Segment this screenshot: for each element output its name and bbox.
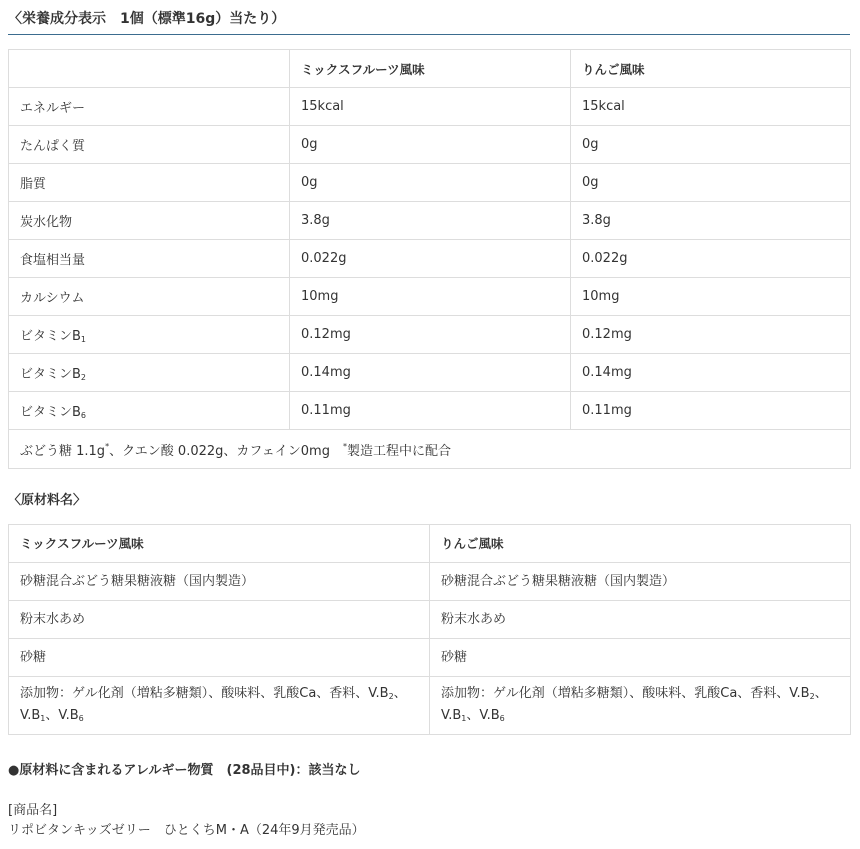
table-row <box>9 392 851 430</box>
apple-value: 0.12mg <box>571 316 851 354</box>
nutrition-heading: 〈栄養成分表示 1個（標準16g）当たり） <box>8 9 850 35</box>
additives-mix <box>9 677 430 735</box>
additives-text: V.B <box>441 707 462 723</box>
product-name: リポビタンキッズゼリー ひとくちM・A（24年9月発売品） <box>8 823 365 838</box>
mix-value: 10mg <box>290 278 571 316</box>
footnote-text-1: ぶどう糖 1.1g <box>20 443 106 459</box>
nutrient-label-text: ビタミンB <box>20 405 81 420</box>
nutrient-label <box>9 316 290 354</box>
table-row <box>9 88 851 126</box>
material-mix: 砂糖 <box>9 639 430 677</box>
additives-text: 、 <box>393 685 407 701</box>
material-mix: 粉末水あめ <box>9 601 430 639</box>
footnote-mark: * <box>105 441 110 451</box>
header-cell-empty <box>9 50 290 88</box>
mix-value: 0g <box>290 164 571 202</box>
material-apple: 粉末水あめ <box>430 601 851 639</box>
additives-text: 添加物：ゲル化剤（増粘多糖類）、酸味料、乳酸Ca、香料、V.B <box>20 685 389 701</box>
table-row <box>9 563 851 601</box>
nutrient-subscript: 1 <box>80 335 87 344</box>
mix-value: 0.12mg <box>290 316 571 354</box>
footnote-text-2: 、クエン酸 0.022g、カフェイン0mg <box>109 443 343 459</box>
table-row <box>9 164 851 202</box>
materials-heading: 〈原材料名〉 <box>8 493 87 508</box>
table-row <box>9 202 851 240</box>
header-cell-apple: りんご風味 <box>430 525 851 563</box>
additives-apple <box>430 677 851 735</box>
apple-value: 15kcal <box>571 88 851 126</box>
apple-value: 10mg <box>571 278 851 316</box>
additives-subscript: 1 <box>461 713 467 723</box>
additives-subscript: 1 <box>40 713 46 723</box>
footnote-cell <box>9 430 851 469</box>
mix-value: 0.022g <box>290 240 571 278</box>
additives-subscript: 6 <box>78 713 84 723</box>
apple-value: 0g <box>571 126 851 164</box>
header-cell-apple: りんご風味 <box>571 50 851 88</box>
material-apple: 砂糖 <box>430 639 851 677</box>
nutrition-header-row <box>9 50 851 88</box>
additives-subscript: 2 <box>809 691 815 701</box>
nutrition-table <box>8 49 851 469</box>
table-row <box>9 126 851 164</box>
footnote-row <box>9 430 851 469</box>
apple-value: 0.11mg <box>571 392 851 430</box>
table-row <box>9 677 851 735</box>
additives-text: 添加物：ゲル化剤（増粘多糖類）、酸味料、乳酸Ca、香料、V.B <box>441 685 810 701</box>
nutrient-label: エネルギー <box>9 88 290 126</box>
nutrient-label-text: ビタミンB <box>20 329 81 344</box>
additives-subscript: 2 <box>388 691 394 701</box>
nutrient-label <box>9 392 290 430</box>
mix-value: 15kcal <box>290 88 571 126</box>
materials-table <box>8 524 851 735</box>
table-row <box>9 601 851 639</box>
header-cell-mix: ミックスフルーツ風味 <box>290 50 571 88</box>
material-mix: 砂糖混合ぶどう糖果糖液糖（国内製造） <box>9 563 430 601</box>
nutrient-label-text: ビタミンB <box>20 367 81 382</box>
nutrient-label: カルシウム <box>9 278 290 316</box>
table-row <box>9 278 851 316</box>
footnote-text-3: 製造工程中に配合 <box>346 443 451 459</box>
mix-value: 0.14mg <box>290 354 571 392</box>
apple-value: 0.022g <box>571 240 851 278</box>
nutrient-label <box>9 354 290 392</box>
additives-subscript: 6 <box>499 713 505 723</box>
table-row <box>9 240 851 278</box>
header-cell-mix: ミックスフルーツ風味 <box>9 525 430 563</box>
nutrient-label: 食塩相当量 <box>9 240 290 278</box>
mix-value: 3.8g <box>290 202 571 240</box>
materials-header-row <box>9 525 851 563</box>
allergy-statement: ●原材料に含まれるアレルギー物質 (28品目中)：該当なし <box>8 763 361 778</box>
additives-text: 、V.B <box>45 707 79 723</box>
nutrient-subscript: 2 <box>80 373 87 382</box>
additives-text: 、V.B <box>466 707 500 723</box>
nutrient-subscript: 6 <box>80 411 87 420</box>
nutrient-label: 炭水化物 <box>9 202 290 240</box>
material-apple: 砂糖混合ぶどう糖果糖液糖（国内製造） <box>430 563 851 601</box>
table-row <box>9 639 851 677</box>
footnote-mark: * <box>342 441 347 451</box>
apple-value: 0.14mg <box>571 354 851 392</box>
mix-value: 0g <box>290 126 571 164</box>
table-row <box>9 354 851 392</box>
product-label: [商品名] <box>8 803 58 818</box>
apple-value: 3.8g <box>571 202 851 240</box>
nutrient-label: たんぱく質 <box>9 126 290 164</box>
apple-value: 0g <box>571 164 851 202</box>
additives-text: 、 <box>814 685 828 701</box>
additives-text: V.B <box>20 707 41 723</box>
mix-value: 0.11mg <box>290 392 571 430</box>
table-row <box>9 316 851 354</box>
nutrient-label: 脂質 <box>9 164 290 202</box>
